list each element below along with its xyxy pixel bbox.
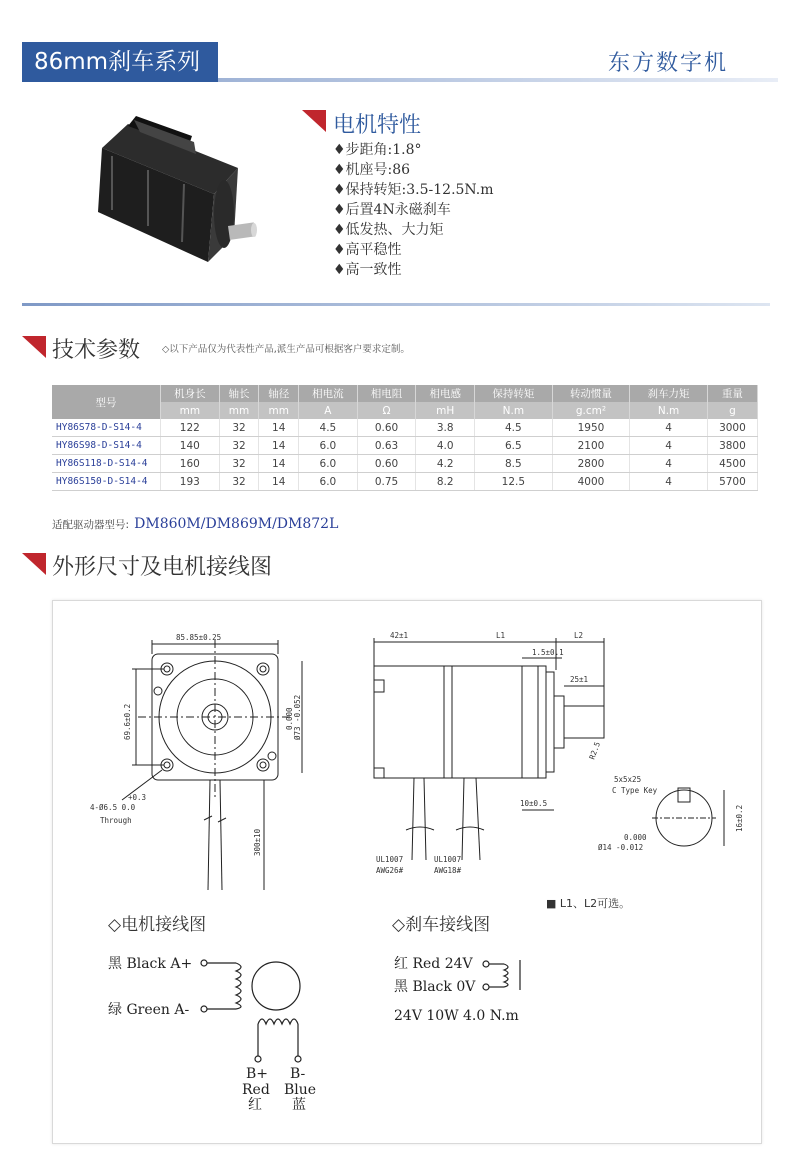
spec-table	[52, 385, 758, 491]
feature-item: ♦步距角:1.8°	[333, 142, 422, 158]
model-cell: HY86S118-D-S14-4	[52, 455, 161, 473]
table-cell: 0.60	[357, 455, 416, 473]
table-cell: 4	[630, 419, 708, 437]
col-header: 相电阻	[357, 385, 416, 402]
col-header: 机身长	[161, 385, 220, 402]
table-cell: 5700	[707, 473, 757, 491]
wire-label: Blue	[284, 1082, 317, 1098]
table-cell: 32	[219, 455, 259, 473]
table-cell: 3800	[707, 437, 757, 455]
dim-text: 0.000	[285, 707, 294, 730]
dim-text: 5x5x25	[614, 775, 642, 784]
wire-label: B-	[290, 1066, 306, 1082]
feature-item: ♦保持转矩:3.5-12.5N.m	[333, 182, 494, 198]
feature-item: ♦机座号:86	[333, 162, 411, 178]
dim-text: L2	[574, 631, 584, 640]
feature-item: ♦后置4N永磁刹车	[333, 202, 451, 218]
table-cell: 8.5	[475, 455, 553, 473]
table-cell: 32	[219, 473, 259, 491]
motor-photo	[88, 112, 264, 272]
table-cell: 4	[630, 455, 708, 473]
wire-label: B+	[246, 1066, 269, 1082]
wire-label: 红	[248, 1097, 262, 1113]
brand-name: 东方数字机	[607, 51, 728, 76]
dim-text: UL1007	[434, 855, 462, 864]
col-unit: Ω	[357, 402, 416, 419]
series-title: 86mm刹车系列	[22, 42, 218, 82]
dim-text: UL1007	[376, 855, 404, 864]
table-cell: 2800	[552, 455, 630, 473]
feature-item: ♦低发热、大力矩	[333, 222, 444, 238]
table-cell: 4500	[707, 455, 757, 473]
table-row	[52, 419, 758, 437]
specs-flag-icon	[22, 336, 46, 358]
brake-spec: 24V 10W 4.0 N.m	[394, 1008, 519, 1024]
table-cell: 140	[161, 437, 220, 455]
dimension-drawing	[52, 600, 760, 1142]
col-unit: N.m	[630, 402, 708, 419]
table-cell: 193	[161, 473, 220, 491]
table-cell: 122	[161, 419, 220, 437]
table-cell: 6.5	[475, 437, 553, 455]
driver-label: 适配驱动器型号:	[52, 519, 130, 531]
motor-wiring-title: ◇电机接线图	[108, 915, 207, 935]
wire-label: 蓝	[292, 1097, 306, 1113]
features-list	[333, 140, 494, 280]
dim-text: 10±0.5	[520, 799, 548, 808]
header-divider	[218, 78, 778, 82]
table-cell: 4000	[552, 473, 630, 491]
model-cell: HY86S98-D-S14-4	[52, 437, 161, 455]
col-unit: mm	[161, 402, 220, 419]
table-cell: 0.75	[357, 473, 416, 491]
driver-line	[52, 513, 338, 532]
drawing-title: 外形尺寸及电机接线图	[52, 555, 273, 580]
col-unit: g	[707, 402, 757, 419]
table-cell: 4.5	[475, 419, 553, 437]
table-cell: 0.60	[357, 419, 416, 437]
col-unit: mm	[259, 402, 299, 419]
dim-text: AWG18#	[434, 866, 462, 875]
dim-text: Ø73 -0.052	[293, 694, 302, 740]
dim-text: 69.6±0.2	[123, 703, 132, 740]
wire-label: 黑 Black A+	[108, 956, 193, 972]
table-cell: 4	[630, 473, 708, 491]
table-cell: 4	[630, 437, 708, 455]
table-cell: 32	[219, 419, 259, 437]
dim-text: L1	[496, 631, 506, 640]
dim-text: AWG26#	[376, 866, 404, 875]
dim-text: 42±1	[390, 631, 409, 640]
table-cell: 4.5	[299, 419, 358, 437]
col-header: 转动惯量	[552, 385, 630, 402]
col-unit: N.m	[475, 402, 553, 419]
driver-models: DM860M/DM869M/DM872L	[134, 516, 339, 532]
motor-coil-diagram	[201, 960, 301, 1062]
feature-item: ♦高平稳性	[333, 242, 402, 258]
brake-coil-diagram	[483, 960, 520, 990]
features-title: 电机特性	[333, 113, 422, 138]
col-header: 重量	[707, 385, 757, 402]
table-cell: 14	[259, 473, 299, 491]
table-cell: 160	[161, 455, 220, 473]
dim-text: 4-Ø6.5 0.0	[90, 803, 136, 812]
dim-text: C Type Key	[612, 786, 658, 795]
drawing-flag-icon	[22, 553, 46, 575]
table-row	[52, 455, 758, 473]
table-cell: 1950	[552, 419, 630, 437]
col-header: 刹车力矩	[630, 385, 708, 402]
dim-text: 300±10	[253, 828, 262, 856]
table-cell: 12.5	[475, 473, 553, 491]
dim-text: 25±1	[570, 675, 589, 684]
table-cell: 14	[259, 419, 299, 437]
table-cell: 14	[259, 437, 299, 455]
wire-label: 绿 Green A-	[108, 1002, 190, 1018]
table-cell: 0.63	[357, 437, 416, 455]
table-cell: 6.0	[299, 473, 358, 491]
specs-note: ◇以下产品仅为代表性产品,派生产品可根据客户要求定制。	[162, 344, 410, 355]
table-cell: 3000	[707, 419, 757, 437]
model-header: 型号	[52, 385, 161, 419]
dim-text: Ø14 -0.012	[598, 843, 644, 852]
model-cell: HY86S78-D-S14-4	[52, 419, 161, 437]
table-cell: 8.2	[416, 473, 475, 491]
table-cell: 6.0	[299, 437, 358, 455]
section-divider	[22, 303, 770, 306]
col-header: 轴径	[259, 385, 299, 402]
wire-label: 红 Red 24V	[394, 956, 473, 972]
col-header: 保持转矩	[475, 385, 553, 402]
l-note: ■ L1、L2可选。	[546, 897, 631, 910]
col-unit: A	[299, 402, 358, 419]
col-unit: mH	[416, 402, 475, 419]
specs-title: 技术参数	[52, 338, 141, 363]
table-row	[52, 473, 758, 491]
dim-text: 85.85±0.25	[176, 633, 222, 642]
dim-text: R2.5	[587, 740, 603, 761]
col-unit: g.cm²	[552, 402, 630, 419]
dim-text: 0.000	[624, 833, 647, 842]
col-header: 轴长	[219, 385, 259, 402]
features-flag-icon	[302, 110, 326, 132]
table-cell: 4.2	[416, 455, 475, 473]
table-cell: 32	[219, 437, 259, 455]
table-cell: 14	[259, 455, 299, 473]
table-cell: 4.0	[416, 437, 475, 455]
wire-label: 黑 Black 0V	[394, 979, 476, 995]
table-cell: 6.0	[299, 455, 358, 473]
model-cell: HY86S150-D-S14-4	[52, 473, 161, 491]
col-header: 相电感	[416, 385, 475, 402]
table-row	[52, 437, 758, 455]
wire-label: Red	[242, 1082, 270, 1098]
feature-item: ♦高一致性	[333, 262, 402, 278]
col-unit: mm	[219, 402, 259, 419]
dim-text: +0.3	[128, 793, 147, 802]
brake-wiring-title: ◇刹车接线图	[392, 915, 491, 935]
table-cell: 2100	[552, 437, 630, 455]
table-cell: 3.8	[416, 419, 475, 437]
col-header: 相电流	[299, 385, 358, 402]
dim-text: Through	[100, 816, 132, 825]
dim-text: 1.5±0.1	[532, 648, 564, 657]
dim-text: 16±0.2	[735, 804, 744, 832]
